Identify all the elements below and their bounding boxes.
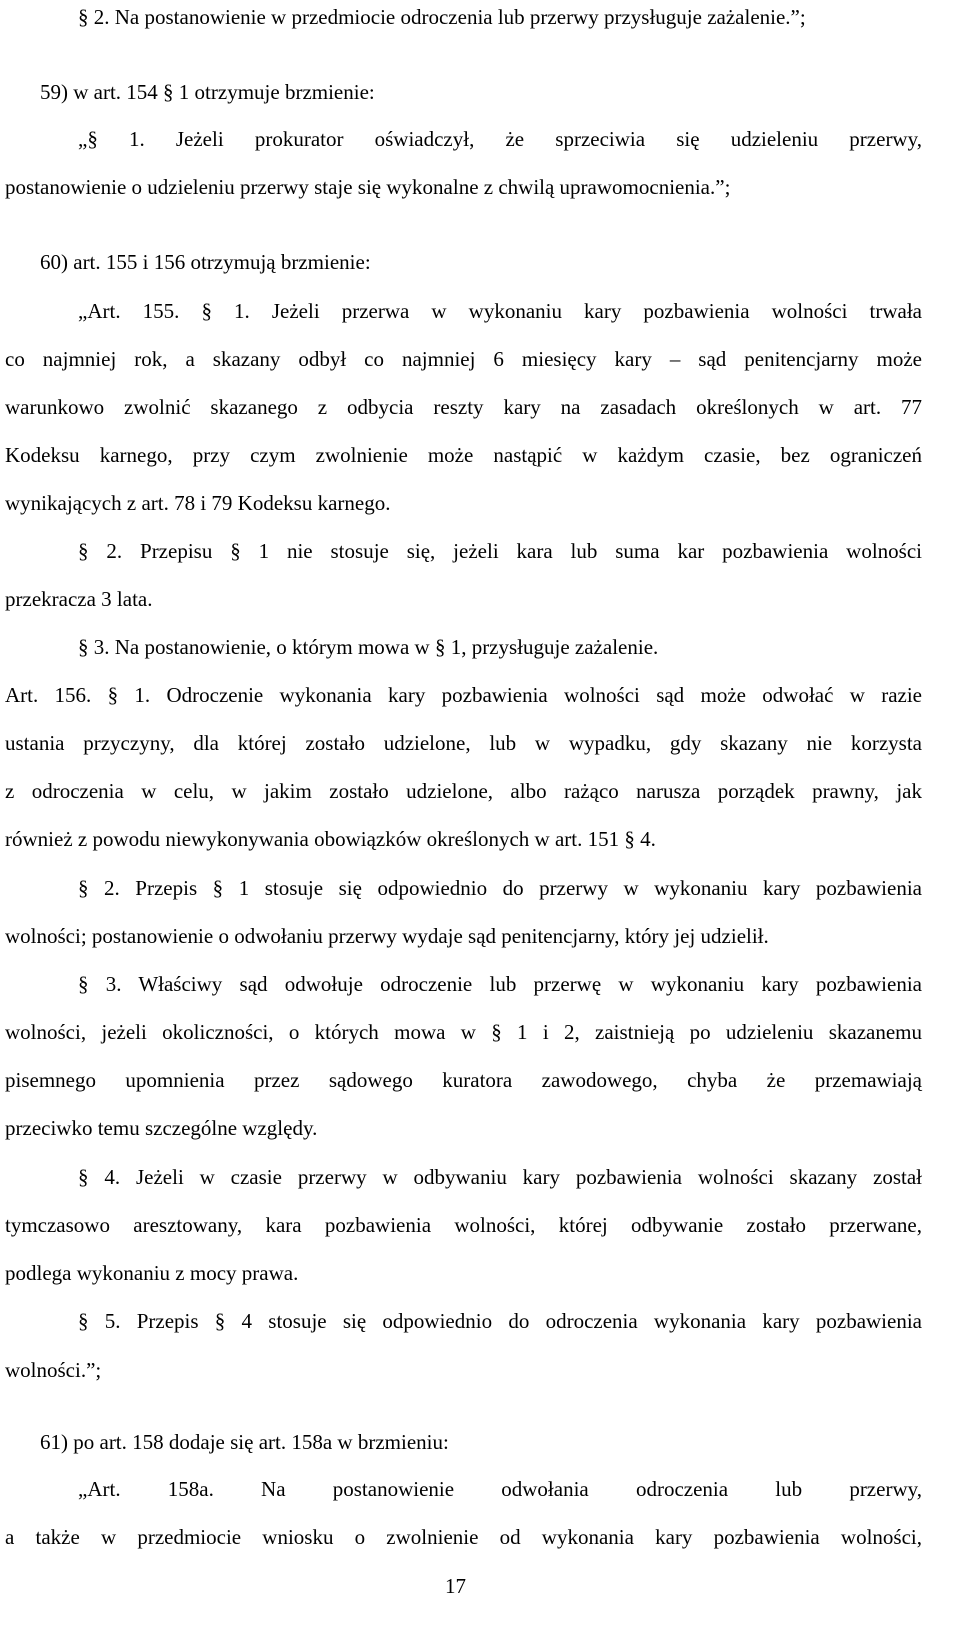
text-line: Kodeksu karnego, przy czym zwolnienie może nastąpić w każdym czasie, bez ograniczeń [5, 443, 922, 467]
text-line: § 3. Właściwy sąd odwołuje odroczenie lub przerwę w wykonaniu kary pozbawienia [78, 972, 922, 996]
text-line: ustania przyczyny, dla której zostało udzielone, lub w wypadku, gdy skazany nie korzysta [5, 731, 922, 755]
text-line: tymczasowo aresztowany, kara pozbawienia wolności, której odbywanie zostało przerwane, [5, 1213, 922, 1237]
text-line: pisemnego upomnienia przez sądowego kuratora zawodowego, chyba że przemawiają [5, 1068, 922, 1092]
text-line: z odroczenia w celu, w jakim zostało udzielone, albo rażąco narusza porządek prawny, jak [5, 779, 922, 803]
text-line: podlega wykonaniu z mocy prawa. [5, 1261, 299, 1285]
text-line: „Art. 155. § 1. Jeżeli przerwa w wykonaniu kary pozbawienia wolności trwała [78, 299, 922, 323]
text-line: § 3. Na postanowienie, o którym mowa w § 1, przysługuje zażalenie. [78, 635, 659, 659]
text-line: 61) po art. 158 dodaje się art. 158a w brzmieniu: [40, 1430, 449, 1454]
text-line: przekracza 3 lata. [5, 587, 153, 611]
text-line: wolności.”; [5, 1358, 102, 1382]
text-line: a także w przedmiocie wniosku o zwolnienie od wykonania kary pozbawienia wolności, [5, 1525, 922, 1549]
text-line: § 2. Przepis § 1 stosuje się odpowiednio do przerwy w wykonaniu kary pozbawienia [78, 876, 922, 900]
text-line: „§ 1. Jeżeli prokurator oświadczył, że sprzeciwia się udzieleniu przerwy, [78, 127, 922, 151]
text-line: wolności; postanowienie o odwołaniu przerwy wydaje sąd penitencjarny, który jej udzielił. [5, 924, 769, 948]
text-line: § 5. Przepis § 4 stosuje się odpowiednio do odroczenia wykonania kary pozbawienia [78, 1309, 922, 1333]
text-line: § 2. Przepisu § 1 nie stosuje się, jeżeli kara lub suma kar pozbawienia wolności [78, 539, 922, 563]
page-number: 17 [445, 1574, 466, 1598]
text-line: postanowienie o udzieleniu przerwy staje się wykonalne z chwilą uprawomocnienia.”; [5, 175, 731, 199]
text-line: wolności, jeżeli okoliczności, o których mowa w § 1 i 2, zaistnieją po udzieleniu skazanemu [5, 1020, 922, 1044]
text-line: również z powodu niewykonywania obowiązków określonych w art. 151 § 4. [5, 827, 656, 851]
text-line: „Art. 158a. Na postanowienie odwołania odroczenia lub przerwy, [78, 1477, 922, 1501]
text-line: 59) w art. 154 § 1 otrzymuje brzmienie: [40, 80, 375, 104]
text-line: § 2. Na postanowienie w przedmiocie odroczenia lub przerwy przysługuje zażalenie.”; [78, 5, 806, 29]
text-line: 60) art. 155 i 156 otrzymują brzmienie: [40, 250, 371, 274]
text-line: warunkowo zwolnić skazanego z odbycia reszty kary na zasadach określonych w art. 77 [5, 395, 922, 419]
text-line: co najmniej rok, a skazany odbył co najmniej 6 miesięcy kary – sąd penitencjarny może [5, 347, 922, 371]
text-line: § 4. Jeżeli w czasie przerwy w odbywaniu kary pozbawienia wolności skazany został [78, 1165, 922, 1189]
text-line: przeciwko temu szczególne względy. [5, 1116, 318, 1140]
text-line: Art. 156. § 1. Odroczenie wykonania kary pozbawienia wolności sąd może odwołać w razie [5, 683, 922, 707]
text-line: wynikających z art. 78 i 79 Kodeksu karnego. [5, 491, 391, 515]
